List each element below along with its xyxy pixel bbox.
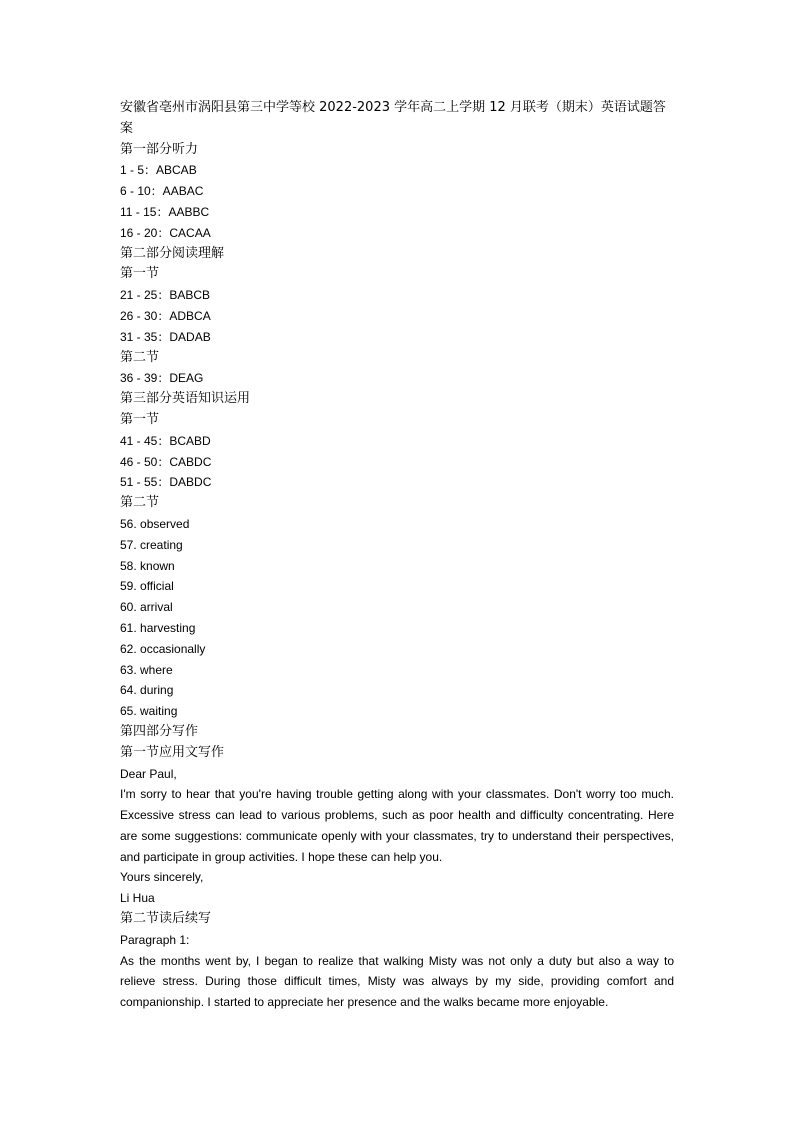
- part2-heading: 第二部分阅读理解: [120, 245, 225, 261]
- answer-line: 60. arrival: [120, 600, 173, 615]
- letter-closing: Yours sincerely,: [120, 870, 204, 885]
- letter-signature: Li Hua: [120, 891, 155, 906]
- answer-line: 26 - 30：ADBCA: [120, 308, 211, 323]
- answer-line: 41 - 45：BCABD: [120, 433, 211, 448]
- part3-heading: 第三部分英语知识运用: [120, 391, 251, 407]
- answer-line: 63. where: [120, 662, 173, 677]
- answer-line: 21 - 25：BABCB: [120, 288, 211, 303]
- answer-line: 65. waiting: [120, 704, 178, 719]
- paragraph-label: Paragraph 1:: [120, 932, 190, 947]
- section-heading: 第一节应用文写作: [120, 744, 225, 760]
- document-title: 安徽省亳州市涡阳县第三中学等校 2022-2023 学年高二上学期 12 月联考（期末）英语试题答案: [120, 100, 666, 136]
- answer-line: 46 - 50：CABDC: [120, 454, 212, 469]
- answer-line: 58. known: [120, 558, 175, 573]
- letter-greeting: Dear Paul,: [120, 766, 177, 781]
- answer-line: 59. official: [120, 579, 174, 594]
- answer-line: 57. creating: [120, 537, 183, 552]
- section-heading: 第二节: [120, 495, 160, 511]
- answer-line: 61. harvesting: [120, 620, 196, 635]
- answer-line: 36 - 39：DEAG: [120, 371, 204, 386]
- section-heading: 第二节读后续写: [120, 911, 212, 927]
- answer-line: 11 - 15：AABBC: [120, 204, 210, 219]
- answer-line: 56. observed: [120, 516, 190, 531]
- answer-line: 51 - 55：DABDC: [120, 475, 212, 490]
- part1-heading: 第一部分听力: [120, 141, 199, 157]
- section-heading: 第一节: [120, 266, 160, 282]
- continuation-paragraph: As the months went by, I began to realize that walking Misty was not only a duty but also a way to relieve stress. During those difficult times, Misty was always by my side, providing comfort and companionship. I started to appreciate her presence and the walks became more enjoyable.: [120, 953, 674, 1010]
- section-heading: 第一节: [120, 411, 160, 427]
- section-heading: 第二节: [120, 349, 160, 365]
- answer-line: 6 - 10：AABAC: [120, 184, 204, 199]
- answer-line: 16 - 20：CACAA: [120, 225, 211, 240]
- answer-document: [120, 98, 674, 1013]
- answer-line: 64. during: [120, 683, 174, 698]
- answer-line: 1 - 5：ABCAB: [120, 163, 197, 178]
- answer-line: 31 - 35：DADAB: [120, 329, 211, 344]
- letter-body: I'm sorry to hear that you're having trouble getting along with your classmates. Don't worry too much. Excessive stress can lead to various problems, such as poor health and difficulty concentrating. Here are some suggestions: communicate openly with your classmates, try to understand their perspectives, and participate in group activities. I hope these can help you.: [120, 787, 674, 864]
- answer-line: 62. occasionally: [120, 641, 206, 656]
- part4-heading: 第四部分写作: [120, 723, 199, 739]
